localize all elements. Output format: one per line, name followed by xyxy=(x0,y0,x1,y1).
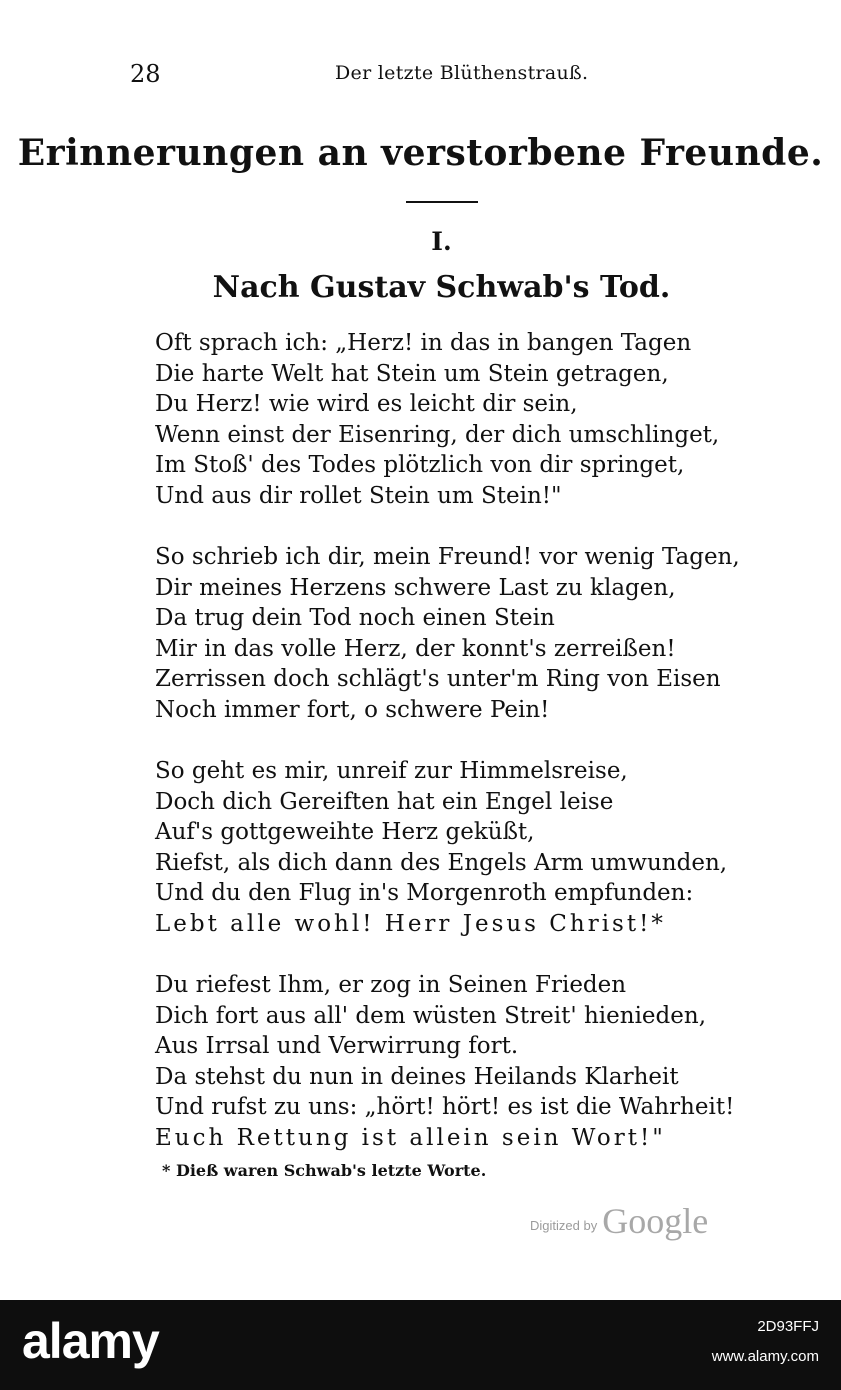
poem-line: Im Stoß' des Todes plötzlich von dir springet, xyxy=(155,452,685,478)
poem-line: So geht es mir, unreif zur Himmelsreise, xyxy=(155,758,628,784)
poem-line: Da stehst du nun in deines Heilands Klarheit xyxy=(155,1063,679,1090)
running-title: Der letzte Blüthenstrauß. xyxy=(335,62,589,84)
stanza-3 xyxy=(155,756,795,939)
poem-line: Und du den Flug in's Morgenroth empfunden: xyxy=(155,880,694,906)
poem-line: Du Herz! wie wird es leicht dir sein, xyxy=(155,391,578,417)
poem-line: Die harte Welt hat Stein um Stein getragen, xyxy=(155,360,669,387)
footnote: * Dieß waren Schwab's letzte Worte. xyxy=(162,1161,487,1180)
alamy-logo: alamy xyxy=(22,1313,159,1369)
poem-line: Wenn einst der Eisenring, der dich umschlinget, xyxy=(155,421,720,448)
stanza-1 xyxy=(155,328,795,511)
google-logo: Google xyxy=(602,1201,709,1241)
poem-line: Oft sprach ich: „Herz! in das in bangen Tagen xyxy=(155,330,692,356)
poem xyxy=(155,328,795,1184)
poem-line: Noch immer fort, o schwere Pein! xyxy=(155,696,550,723)
poem-line: Auf's gottgeweihte Herz geküßt, xyxy=(155,819,535,845)
poem-line: Du riefest Ihm, er zog in Seinen Frieden xyxy=(155,972,627,998)
section-numeral: I. xyxy=(431,227,452,256)
digitized-by-google xyxy=(530,1200,708,1242)
poem-title: Nach Gustav Schwab's Tod. xyxy=(212,270,671,305)
poem-line: Dich fort aus all' dem wüsten Streit' hienieden, xyxy=(155,1002,707,1029)
poem-line: Doch dich Gereiften hat ein Engel leise xyxy=(155,788,614,815)
watermark-bar xyxy=(0,1300,841,1390)
poem-line: Lebt alle wohl! Herr Jesus Christ!* xyxy=(155,910,666,937)
poem-line: Zerrissen doch schlägt's unter'm Ring von Eisen xyxy=(155,666,721,692)
poem-line: Dir meines Herzens schwere Last zu klagen, xyxy=(155,574,676,601)
poem-line: Und rufst zu uns: „hört! hört! es ist die Wahrheit! xyxy=(155,1094,735,1120)
poem-line: So schrieb ich dir, mein Freund! vor wenig Tagen, xyxy=(155,544,740,570)
poem-line: Aus Irrsal und Verwirrung fort. xyxy=(155,1033,519,1059)
poem-line: Mir in das volle Herz, der konnt's zerreißen! xyxy=(155,635,676,662)
page-header xyxy=(130,60,730,94)
digitized-label: Digitized by xyxy=(530,1218,598,1233)
poem-line: Riefst, als dich dann des Engels Arm umwunden, xyxy=(155,849,728,876)
main-title: Erinnerungen an verstorbene Freunde. xyxy=(17,132,824,174)
page-number: 28 xyxy=(130,60,161,88)
stanza-2 xyxy=(155,542,795,725)
image-id: 2D93FFJ xyxy=(757,1318,819,1335)
poem-line: Da trug dein Tod noch einen Stein xyxy=(155,605,555,631)
footer-url: www.alamy.com xyxy=(711,1348,819,1365)
stanza-4 xyxy=(155,970,795,1153)
title-divider xyxy=(406,201,478,203)
poem-line: Euch Rettung ist allein sein Wort!" xyxy=(155,1124,666,1151)
poem-line: Und aus dir rollet Stein um Stein!" xyxy=(155,482,562,509)
